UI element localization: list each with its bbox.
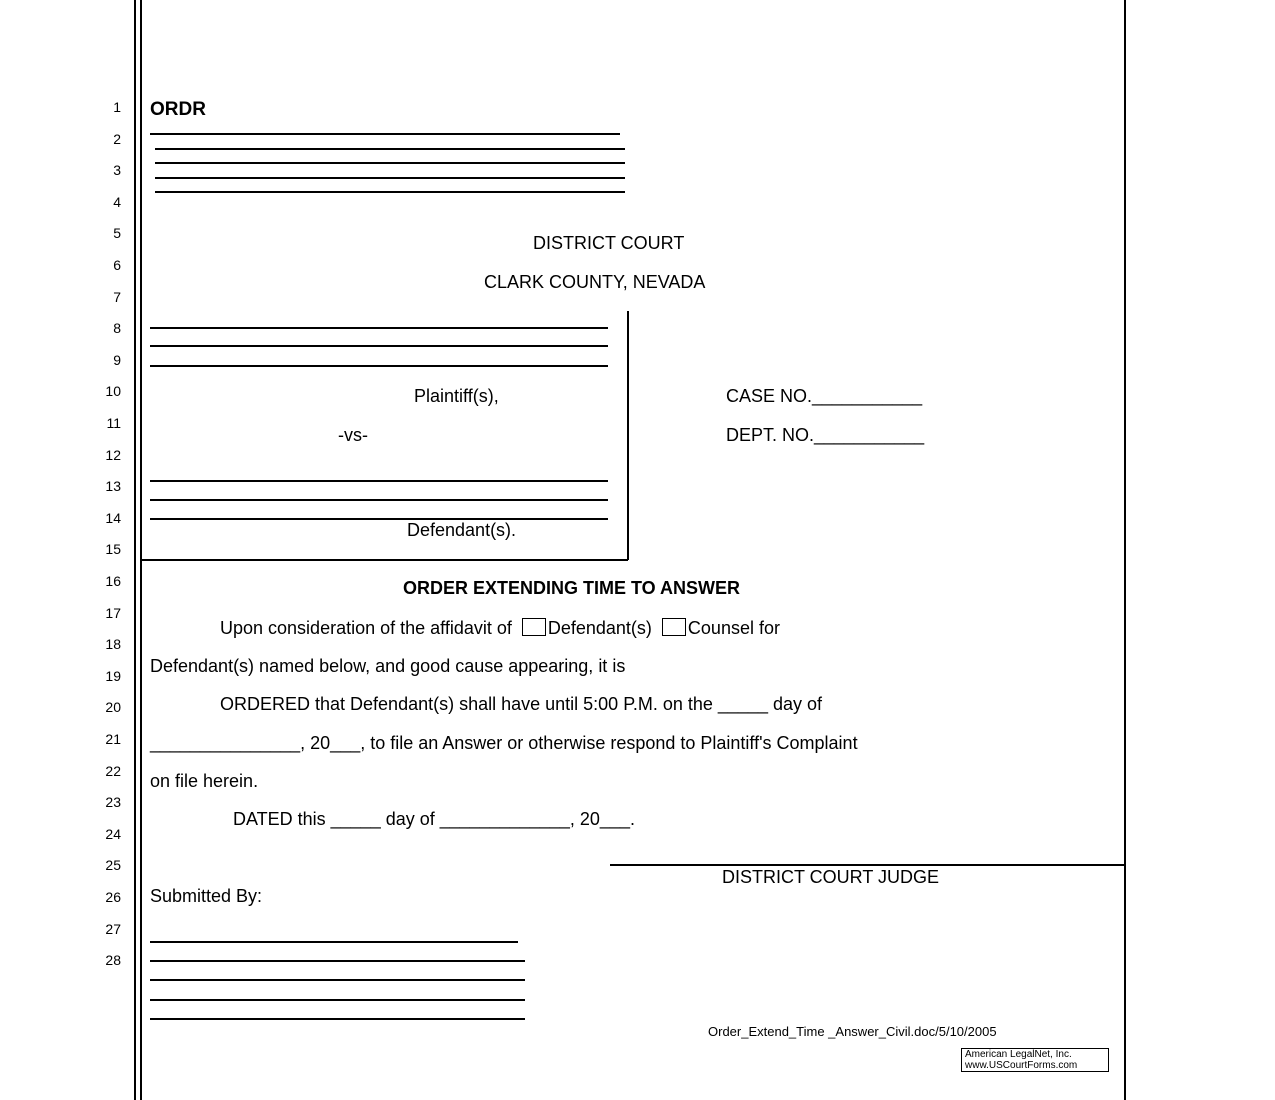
caption-box-rule xyxy=(627,311,629,560)
line-number: 15 xyxy=(105,541,121,558)
left-margin-rule-inner xyxy=(140,0,142,1100)
submitter-line xyxy=(150,960,525,962)
line-number: 23 xyxy=(105,794,121,811)
right-margin-rule xyxy=(1124,0,1126,1100)
stamp-line: www.USCourtForms.com xyxy=(965,1060,1078,1071)
court-name: DISTRICT COURT xyxy=(533,233,685,253)
footer-filename: Order_Extend_Time _Answer_Civil.doc/5/10/2005 xyxy=(708,1024,997,1039)
line-number: 20 xyxy=(105,699,121,716)
attorney-line xyxy=(155,191,625,193)
ordered-line: ORDERED that Defendant(s) shall have until 5:00 P.M. on the _____ day of xyxy=(220,694,823,714)
line-number: 28 xyxy=(105,952,121,969)
dept-number: DEPT. NO.___________ xyxy=(726,425,925,445)
case-number: CASE NO.___________ xyxy=(726,386,923,406)
line-number: 8 xyxy=(113,320,121,337)
line-number: 7 xyxy=(113,288,121,305)
submitter-line xyxy=(150,1018,525,1020)
judge-label: DISTRICT COURT JUDGE xyxy=(722,867,940,887)
line-number: 1 xyxy=(113,99,121,115)
line-number: 27 xyxy=(105,920,121,937)
attorney-line xyxy=(150,133,620,135)
line-number: 5 xyxy=(113,225,121,242)
submitter-line xyxy=(150,999,525,1001)
line-number: 22 xyxy=(105,762,121,779)
line-number: 16 xyxy=(105,573,121,589)
line-number: 26 xyxy=(105,889,121,905)
line-number: 10 xyxy=(105,383,121,400)
attorney-line xyxy=(155,162,625,164)
submitter-signature-line xyxy=(150,941,518,943)
defendant-checkbox-label: Defendant(s) xyxy=(547,618,652,638)
line-number: 24 xyxy=(105,825,121,842)
judge-signature-line xyxy=(610,864,1124,866)
line-number: 12 xyxy=(105,446,121,463)
plaintiff-line xyxy=(150,345,608,347)
submitted-by-label: Submitted By: xyxy=(150,886,263,906)
line-number: 14 xyxy=(105,509,121,526)
line-number: 4 xyxy=(113,193,121,210)
on-file-text: on file herein. xyxy=(150,771,259,791)
attorney-line xyxy=(155,177,625,179)
dated-line: DATED this _____ day of _____________, 20___. xyxy=(233,809,635,829)
line-number: 2 xyxy=(113,130,121,147)
paragraph-end: Defendant(s) named below, and good cause appearing, it is xyxy=(150,656,626,676)
defendant-line xyxy=(150,480,608,482)
file-line: _______________, 20___, to file an Answer or otherwise respond to Plaintiff's Complaint xyxy=(150,733,858,753)
versus-label: -vs- xyxy=(338,425,368,445)
line-number: 11 xyxy=(106,415,121,431)
stamp-line: American LegalNet, Inc. xyxy=(965,1049,1072,1060)
defendant-label: Defendant(s). xyxy=(407,520,517,540)
left-margin-rule xyxy=(134,0,136,1100)
attorney-line xyxy=(155,148,625,150)
line-number: 13 xyxy=(105,478,121,495)
line-number: 18 xyxy=(105,636,121,653)
counsel-checkbox[interactable] xyxy=(662,618,686,636)
line-number: 21 xyxy=(105,731,121,747)
line-number: 25 xyxy=(105,857,121,874)
plaintiff-line xyxy=(150,327,608,329)
line-number: 9 xyxy=(113,351,121,368)
line-number: 3 xyxy=(113,162,121,179)
line-number: 19 xyxy=(105,667,121,684)
paragraph-start: Upon consideration of the affidavit of xyxy=(220,618,512,638)
line-number: 17 xyxy=(105,604,121,621)
defendant-line xyxy=(150,499,608,501)
defendant-line xyxy=(150,518,608,520)
submitter-line xyxy=(150,979,525,981)
plaintiff-line xyxy=(150,365,608,367)
line-number: 6 xyxy=(113,257,121,273)
county-name: CLARK COUNTY, NEVADA xyxy=(484,272,706,292)
document-title: ORDER EXTENDING TIME TO ANSWER xyxy=(403,578,741,598)
paragraph-line xyxy=(220,618,780,639)
defendant-checkbox[interactable] xyxy=(522,618,546,636)
plaintiff-label: Plaintiff(s), xyxy=(414,386,499,406)
document-code: ORDR xyxy=(150,99,206,120)
counsel-checkbox-label: Counsel for xyxy=(687,618,780,638)
caption-box-bottom xyxy=(140,559,628,561)
publisher-stamp xyxy=(961,1048,1109,1072)
